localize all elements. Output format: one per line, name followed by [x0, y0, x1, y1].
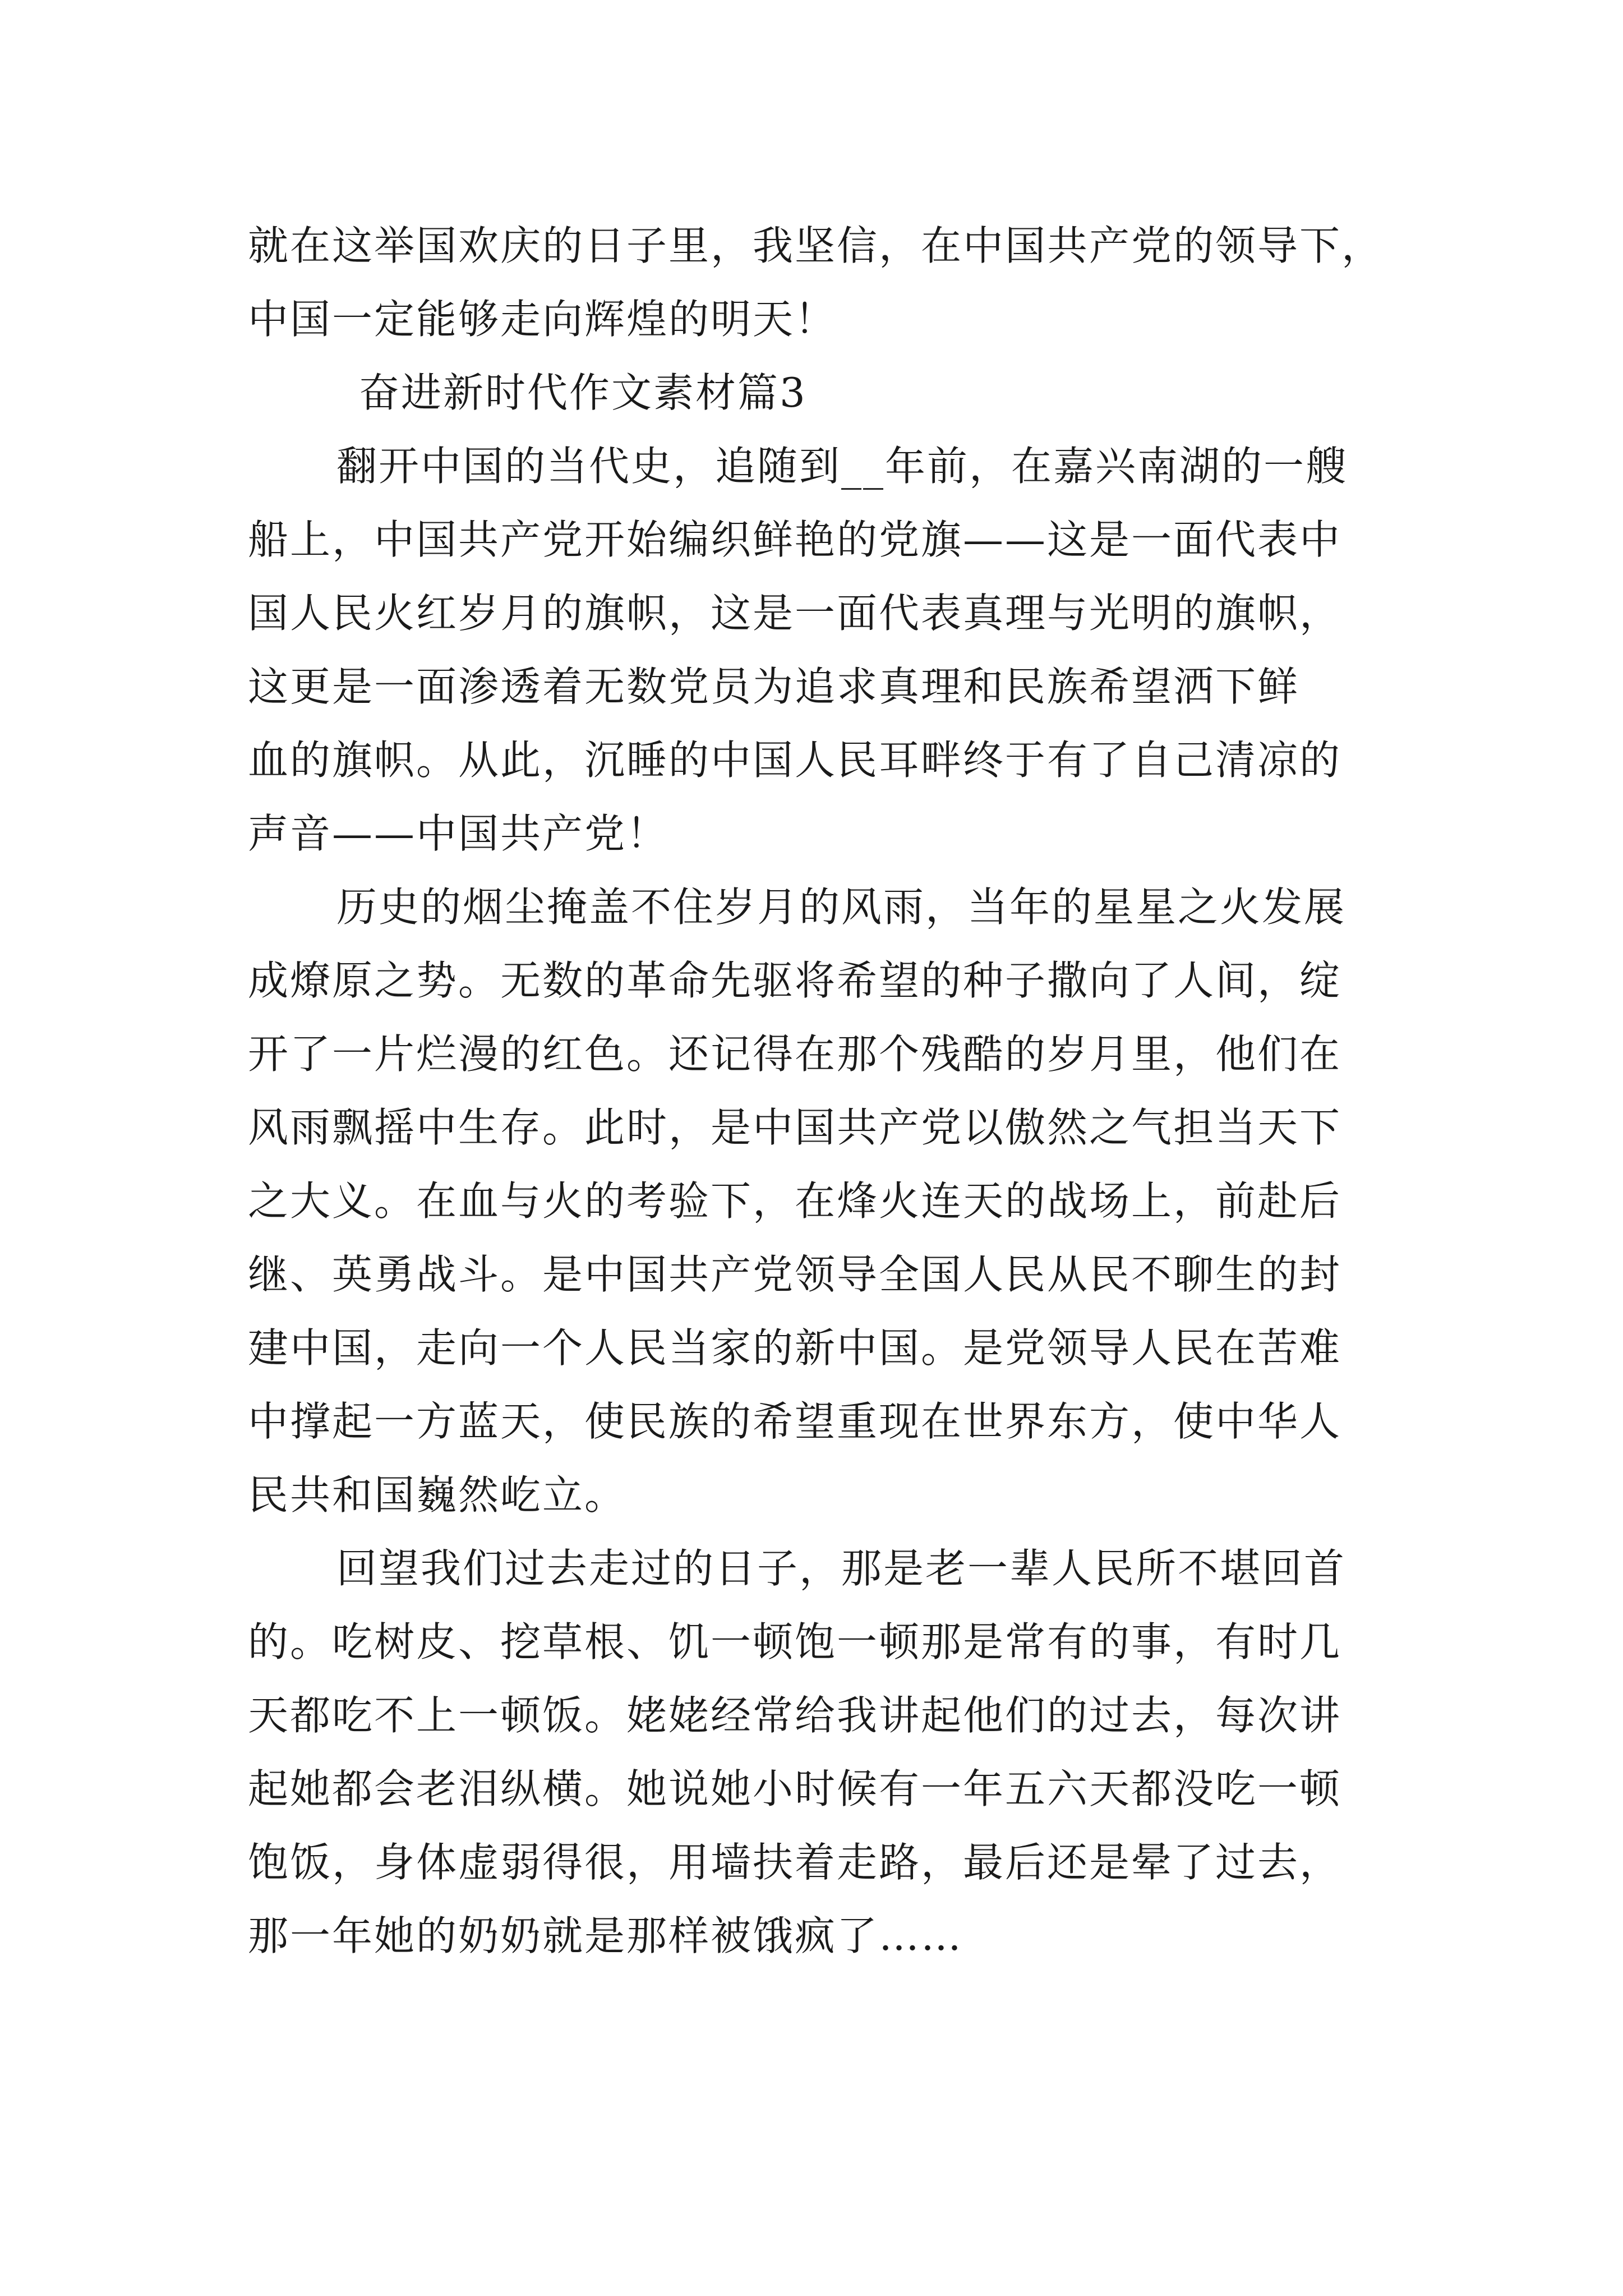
text-line: 风雨飘摇中生存。此时，是中国共产党以傲然之气担当天下	[248, 1104, 1342, 1151]
text-line: 民共和国巍然屹立。	[248, 1471, 627, 1519]
text-line: 那一年她的奶奶就是那样被饿疯了……	[248, 1912, 963, 1959]
text-line: 起她都会老泪纵横。她说她小时候有一年五六天都没吃一顿	[248, 1765, 1342, 1812]
text-line: 声音——中国共产党！	[248, 810, 669, 857]
text-line: 成燎原之势。无数的革命先驱将希望的种子撒向了人间，绽	[248, 957, 1342, 1004]
text-line: 船上，中国共产党开始编织鲜艳的党旗——这是一面代表中	[248, 516, 1342, 563]
text-line: 的。吃树皮、挖草根、饥一顿饱一顿那是常有的事，有时几	[248, 1618, 1342, 1665]
text-line: 这更是一面渗透着无数党员为追求真理和民族希望洒下鲜	[248, 663, 1300, 710]
text-line: 中撑起一方蓝天，使民族的希望重现在世界东方，使中华人	[248, 1398, 1342, 1445]
text-line: 饱饭，身体虚弱得很，用墙扶着走路，最后还是晕了过去，	[248, 1839, 1342, 1886]
text-line: 开了一片烂漫的红色。还记得在那个残酷的岁月里，他们在	[248, 1030, 1342, 1078]
text-line: 继、英勇战斗。是中国共产党领导全国人民从民不聊生的封	[248, 1251, 1342, 1298]
text-line: 血的旗帜。从此，沉睡的中国人民耳畔终于有了自己清凉的	[248, 737, 1342, 784]
section-heading: 奋进新时代作文素材篇3	[359, 369, 807, 416]
paragraph-first-line: 回望我们过去走过的日子，那是老一辈人民所不堪回首	[336, 1545, 1347, 1592]
paragraph-first-line: 翻开中国的当代史，追随到__年前，在嘉兴南湖的一艘	[336, 443, 1348, 490]
text-line: 天都吃不上一顿饭。姥姥经常给我讲起他们的过去，每次讲	[248, 1692, 1342, 1739]
text-line: 就在这举国欢庆的日子里，我坚信，在中国共产党的领导下，	[248, 222, 1384, 269]
text-line: 之大义。在血与火的考验下，在烽火连天的战场上，前赴后	[248, 1177, 1342, 1225]
paragraph-first-line: 历史的烟尘掩盖不住岁月的风雨，当年的星星之火发展	[336, 884, 1347, 931]
text-line: 中国一定能够走向辉煌的明天！	[248, 296, 837, 343]
text-line: 建中国，走向一个人民当家的新中国。是党领导人民在苦难	[248, 1324, 1342, 1372]
text-line: 国人民火红岁月的旗帜，这是一面代表真理与光明的旗帜，	[248, 590, 1342, 637]
